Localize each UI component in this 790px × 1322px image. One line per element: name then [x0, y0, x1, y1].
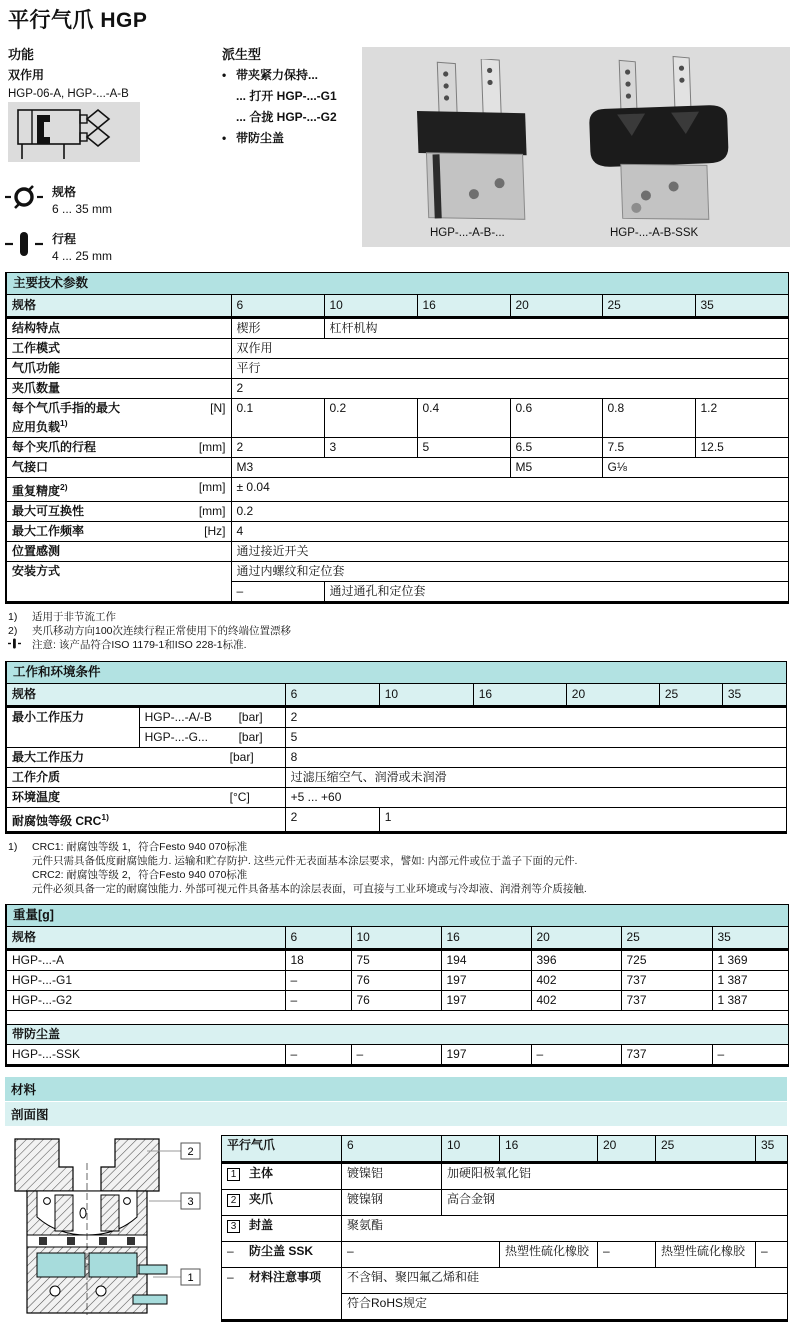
section-title: 工作和环境条件	[6, 662, 787, 684]
table-row	[222, 1242, 788, 1268]
size-pictogram	[4, 183, 112, 216]
table-row	[6, 359, 788, 379]
variants-heading: 派生型	[222, 47, 262, 62]
row-label: 位置感测	[6, 542, 231, 562]
row-label: 每个气爪手指的最大 应用负载$^{1)}$ [N]	[6, 399, 231, 438]
value-cell: 76	[351, 971, 441, 991]
size-col-header: 6	[285, 684, 379, 707]
table-row	[6, 379, 788, 399]
table-row	[6, 339, 788, 359]
cross-section-drawing	[5, 1135, 215, 1319]
value-cell: 0.2	[231, 502, 788, 522]
size-col-header: 10	[351, 927, 441, 950]
row-label: 2 夹爪	[222, 1190, 342, 1216]
value-cell: 402	[531, 991, 621, 1011]
table-row	[6, 522, 788, 542]
header-block	[0, 0, 790, 272]
subheader-row: 带防尘盖	[6, 1025, 788, 1045]
table-row	[6, 438, 788, 458]
value-cell: 194	[441, 950, 531, 971]
function-mode: 双作用	[8, 68, 45, 82]
value-cell: 过滤压缩空气、润滑或未润滑	[285, 768, 786, 788]
weight-table	[5, 904, 789, 1067]
table-row	[6, 542, 788, 562]
value-cell: 0.2	[324, 399, 417, 438]
value-cell: 5	[417, 438, 510, 458]
table-row	[6, 991, 788, 1011]
size-col-header: 20	[566, 684, 659, 707]
row-label: 工作模式	[6, 339, 231, 359]
value-cell: –	[756, 1242, 788, 1268]
size-col-header: 35	[712, 927, 788, 950]
value-cell: 加硬阳极氧化铝	[442, 1163, 788, 1190]
table-row	[222, 1216, 788, 1242]
value-cell: 2	[285, 808, 379, 833]
variant-item: • 带夹紧力保持...	[222, 68, 319, 82]
row-label: 1 主体	[222, 1163, 342, 1190]
row-label: 环境温度 [°C]	[6, 788, 285, 808]
value-cell: 75	[351, 950, 441, 971]
value-cell: 7.5	[602, 438, 695, 458]
row-label: 最大工作频率 [Hz]	[6, 522, 231, 542]
size-label: 规格	[52, 185, 77, 199]
row-label: 安装方式	[6, 562, 231, 603]
product-photos-panel	[362, 47, 790, 247]
row-label: HGP-...-G1	[6, 971, 285, 991]
row-label: 最大可互换性 [mm]	[6, 502, 231, 522]
value-cell: 高合金钢	[442, 1190, 788, 1216]
table-row	[6, 399, 788, 438]
value-cell: 4	[231, 522, 788, 542]
table-row	[6, 502, 788, 522]
row-label: – 防尘盖 SSK	[222, 1242, 342, 1268]
materials-section-title: 材料	[5, 1077, 787, 1101]
value-cell: –	[231, 582, 324, 603]
bullet-icon: •	[222, 68, 227, 82]
value-cell: 737	[621, 991, 712, 1011]
size-col-header: 10	[442, 1136, 500, 1163]
tech-params-footnotes: 1) 适用于非节流工作 2) 夹爪移动方向100次连续行程正常使用下的终端位置漂移 注意: 该产品符合ISO 1179-1和ISO 228-1标准.	[8, 611, 292, 651]
diameter-icon	[4, 183, 44, 211]
value-cell: 197	[441, 971, 531, 991]
row-label: 每个夹爪的行程 [mm]	[6, 438, 231, 458]
row-label: 3 封盖	[222, 1216, 342, 1242]
gripper-symbol-icon	[8, 102, 140, 162]
size-col-header: 25	[602, 295, 695, 318]
variant-cell: HGP-...-G... [bar]	[139, 728, 285, 748]
value-cell: 平行	[231, 359, 788, 379]
size-col-header: 10	[324, 295, 417, 318]
size-col-header: 20	[531, 927, 621, 950]
value-cell: 0.6	[510, 399, 602, 438]
note-icon	[8, 638, 32, 653]
value-cell: 镀镍铝	[342, 1163, 442, 1190]
value-cell: –	[712, 1045, 788, 1066]
row-label: 最大工作压力 [bar]	[6, 748, 285, 768]
value-cell: 2	[231, 438, 324, 458]
function-heading: 功能	[8, 47, 35, 62]
value-cell: –	[285, 1045, 351, 1066]
product-photo-left	[410, 59, 540, 224]
row-label: HGP-...-A	[6, 950, 285, 971]
table-row	[6, 788, 787, 808]
sectional-view-figure	[5, 1135, 221, 1322]
table-row	[6, 950, 788, 971]
size-range: 6 ... 35 mm	[52, 202, 113, 216]
value-cell: 0.8	[602, 399, 695, 438]
callout-1: 1	[187, 1272, 194, 1284]
value-cell: 6.5	[510, 438, 602, 458]
materials-block	[5, 1135, 790, 1322]
value-cell: M5	[510, 458, 602, 478]
row-label: 气接口	[6, 458, 231, 478]
spec-label: 规格	[6, 684, 285, 707]
stroke-range: 4 ... 25 mm	[52, 249, 113, 263]
size-col-header: 6	[285, 927, 351, 950]
table-row	[6, 478, 788, 502]
size-col-header: 35	[756, 1136, 788, 1163]
row-label: 耐腐蚀等级 CRC$^{1)}$	[6, 808, 285, 833]
value-cell: ± 0.04	[231, 478, 788, 502]
value-cell: 396	[531, 950, 621, 971]
size-col-header: 25	[621, 927, 712, 950]
row-label: 工作介质	[6, 768, 285, 788]
row-label: 最小工作压力	[6, 707, 139, 748]
sectional-view-label: 剖面图	[5, 1102, 787, 1126]
value-cell: –	[351, 1045, 441, 1066]
value-cell: 2	[231, 379, 788, 399]
value-cell: 楔形	[231, 318, 324, 339]
value-cell: 197	[441, 991, 531, 1011]
variant-item: ... 合拢 HGP-...-G2	[236, 110, 337, 124]
stroke-label: 行程	[52, 232, 77, 246]
function-types: HGP-06-A, HGP-...-A-B	[8, 88, 129, 100]
tech-params-table	[5, 272, 789, 604]
row-label: 夹爪数量	[6, 379, 231, 399]
section-title: 主要技术参数	[6, 273, 788, 295]
table-row	[6, 808, 787, 833]
table-row	[6, 971, 788, 991]
spacer-row	[6, 1011, 788, 1025]
table-row	[6, 458, 788, 478]
size-col-header: 6	[342, 1136, 442, 1163]
table-row	[6, 318, 788, 339]
value-cell: 通过通孔和定位套	[324, 582, 788, 603]
value-cell: M3	[231, 458, 510, 478]
variant-cell: HGP-...-A/-B [bar]	[139, 707, 285, 728]
part-number-badge: 3	[227, 1220, 240, 1233]
value-cell: 737	[621, 971, 712, 991]
value-cell: +5 ... +60	[285, 788, 786, 808]
spec-label: 规格	[6, 295, 231, 318]
materials-head-label: 平行气爪	[222, 1136, 342, 1163]
value-cell: 737	[621, 1045, 712, 1066]
callout-2: 2	[187, 1146, 194, 1158]
size-col-header: 20	[598, 1136, 656, 1163]
value-cell: 197	[441, 1045, 531, 1066]
row-label: HGP-...-SSK	[6, 1045, 285, 1066]
value-cell: 镀镍钢	[342, 1190, 442, 1216]
page-title: 平行气爪 HGP	[8, 9, 148, 32]
product-label-right: HGP-...-A-B-SSK	[610, 227, 699, 239]
table-row	[6, 707, 787, 728]
row-label: HGP-...-G2	[6, 991, 285, 1011]
size-col-header: 35	[695, 295, 788, 318]
size-col-header: 10	[379, 684, 473, 707]
value-cell: 2	[285, 707, 786, 728]
table-row	[222, 1267, 788, 1293]
operating-conditions-table	[5, 661, 787, 834]
value-cell: –	[285, 991, 351, 1011]
value-cell: 18	[285, 950, 351, 971]
value-cell: 通过接近开关	[231, 542, 788, 562]
value-cell: 402	[531, 971, 621, 991]
callout-3: 3	[187, 1196, 194, 1208]
value-cell: 76	[351, 991, 441, 1011]
size-col-header: 25	[656, 1136, 756, 1163]
row-label: 气爪功能	[6, 359, 231, 379]
size-col-header: 16	[500, 1136, 598, 1163]
value-cell: 不含铜、聚四氟乙烯和硅	[342, 1267, 788, 1293]
value-cell: –	[285, 971, 351, 991]
table-row	[6, 748, 787, 768]
function-block	[8, 44, 208, 100]
value-cell: –	[598, 1242, 656, 1268]
product-photo-right	[584, 55, 734, 225]
row-label: – 材料注意事项	[222, 1267, 342, 1320]
value-cell: 1 369	[712, 950, 788, 971]
value-cell: –	[531, 1045, 621, 1066]
value-cell: 1	[379, 808, 786, 833]
value-cell: –	[342, 1242, 500, 1268]
variant-item: • 带防尘盖	[222, 131, 285, 145]
table-row	[222, 1190, 788, 1216]
product-label-left: HGP-...-A-B-...	[430, 227, 505, 239]
value-cell: 12.5	[695, 438, 788, 458]
callout-boxes	[181, 1143, 200, 1285]
size-col-header: 16	[473, 684, 566, 707]
variant-item: ... 打开 HGP-...-G1	[236, 89, 337, 103]
value-cell: 8	[285, 748, 786, 768]
size-col-header: 16	[441, 927, 531, 950]
bullet-icon: •	[222, 131, 227, 145]
value-cell: 杠杆机构	[324, 318, 788, 339]
value-cell: 聚氨酯	[342, 1216, 788, 1242]
value-cell: 双作用	[231, 339, 788, 359]
part-number-badge: 1	[227, 1168, 240, 1181]
size-col-header: 25	[659, 684, 722, 707]
value-cell: 0.4	[417, 399, 510, 438]
size-col-header: 6	[231, 295, 324, 318]
row-label: 重复精度$^{2)}$ [mm]	[6, 478, 231, 502]
pneumatic-function-symbol	[8, 102, 140, 162]
table-row	[6, 1045, 788, 1066]
size-col-header: 20	[510, 295, 602, 318]
size-col-header: 35	[722, 684, 786, 707]
value-cell: 1 387	[712, 991, 788, 1011]
table-row	[6, 768, 787, 788]
row-label: 结构特点	[6, 318, 231, 339]
value-cell: 3	[324, 438, 417, 458]
part-number-badge: 2	[227, 1194, 240, 1207]
value-cell: 热塑性硫化橡胶	[500, 1242, 598, 1268]
table-row	[6, 562, 788, 582]
value-cell: 符合RoHS规定	[342, 1293, 788, 1320]
crc-footnote: 1) CRC1: 耐腐蚀等级 1，符合Festo 940 070标准 元件只需具备低度耐腐蚀能力. 运输和贮存防护. 这些元件无表面基本涂层要求，譬如: 内部元件或位于盖子下面的元件. CRC2: 耐腐蚀等级 2，符合Festo 940 070标准 元件必须具备一定的耐腐蚀能力. 外部可视元件具备基本的涂层表面，可直接与工业环境或与冷却液、润滑剂等介质接触.	[8, 841, 587, 895]
value-cell: 通过内螺纹和定位套	[231, 562, 788, 582]
spec-label: 规格	[6, 927, 285, 950]
value-cell: 热塑性硫化橡胶	[656, 1242, 756, 1268]
value-cell: 1.2	[695, 399, 788, 438]
value-cell: 725	[621, 950, 712, 971]
value-cell: 5	[285, 728, 786, 748]
value-cell: 0.1	[231, 399, 324, 438]
value-cell: G⅛	[602, 458, 788, 478]
table-row	[222, 1163, 788, 1190]
section-title: 重量[g]	[6, 905, 788, 927]
materials-table	[221, 1135, 788, 1322]
size-col-header: 16	[417, 295, 510, 318]
stroke-pictogram	[4, 230, 112, 263]
stroke-icon	[4, 230, 44, 258]
value-cell: 1 387	[712, 971, 788, 991]
